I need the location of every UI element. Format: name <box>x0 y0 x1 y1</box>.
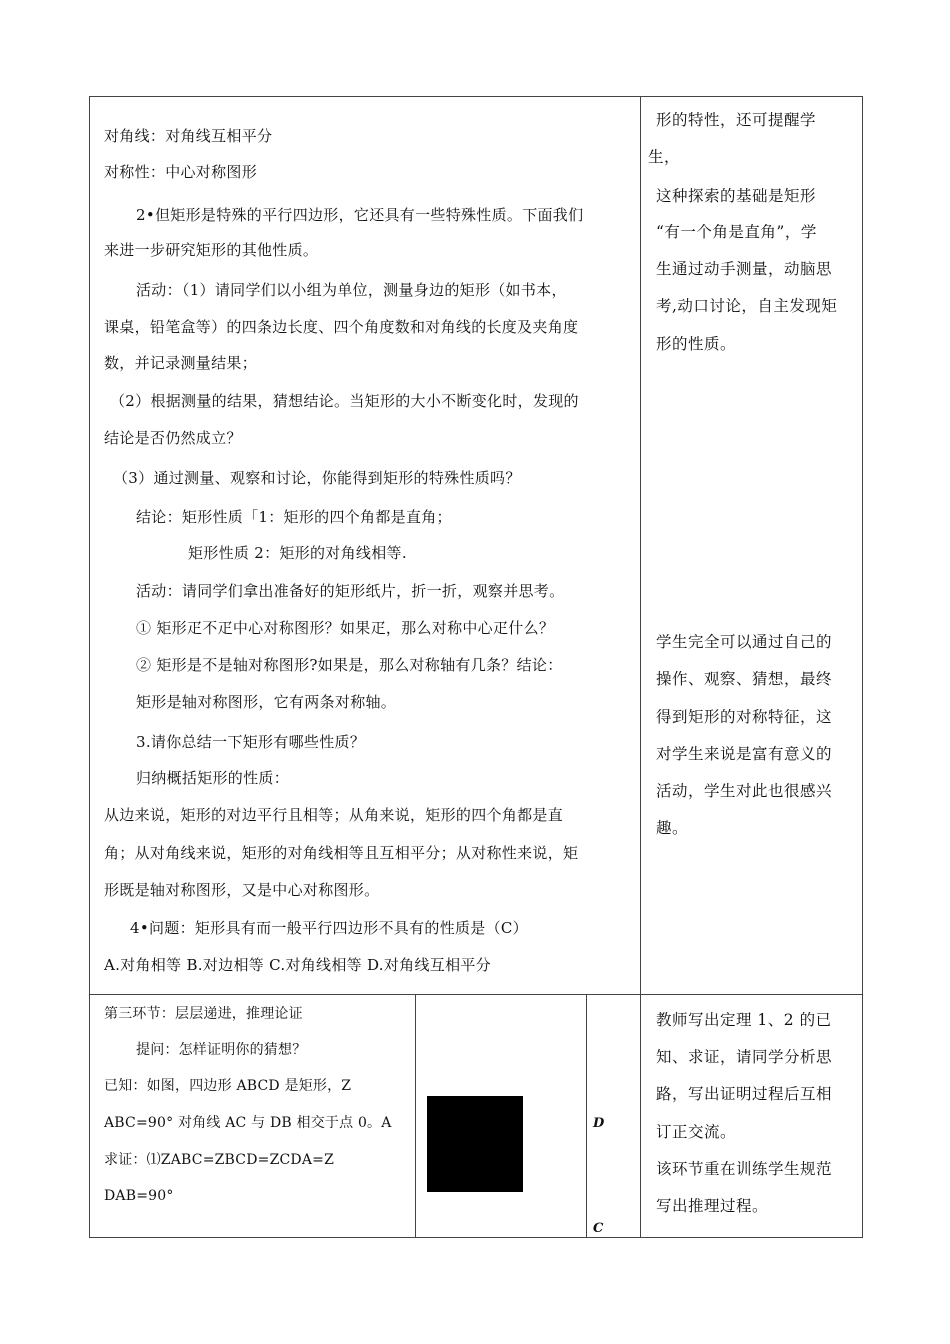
note-line: 生， <box>648 148 681 166</box>
text-line: 形既是轴对称图形，又是中心对称图形。 <box>104 881 380 899</box>
text-line: （2）根据测量的结果，猜想结论。当矩形的大小不断变化时，发现的 <box>110 392 579 410</box>
row-divider <box>89 994 862 995</box>
rectangle-figure <box>427 1096 523 1192</box>
text-line: 3.请你总结一下矩形有哪些性质？ <box>136 733 366 751</box>
note-line: 教师写出定理 1、2 的已 <box>656 1011 832 1029</box>
text-line: 课桌，铅笔盒等）的四条边长度、四个角度数和对角线的长度及夹角度 <box>104 318 579 336</box>
text-line: A.对角相等 B.对边相等 C.对角线相等 D.对角线互相平分 <box>104 956 491 974</box>
note-line: “有一个角是直角”，学 <box>656 223 817 241</box>
text-line: ABC=90° 对角线 AC 与 DB 相交于点 0。A <box>104 1115 392 1131</box>
note-line: 路，写出证明过程后互相 <box>656 1085 833 1103</box>
section-heading: 第三环节：层层递进，推理论证 <box>104 1006 303 1022</box>
text-line: 矩形性质 2：矩形的对角线相等. <box>188 544 407 562</box>
vertex-label-d: D <box>593 1116 605 1131</box>
text-line: 活动：（1）请同学们以小组为单位，测量身边的矩形（如书本， <box>136 281 567 299</box>
text-line: 活动：请同学们拿出准备好的矩形纸片，折一折，观察并思考。 <box>136 582 565 600</box>
text-line: 归纳概括矩形的性质： <box>136 769 290 787</box>
text-line: 角；从对角线来说，矩形的对角线相等且互相平分；从对称性来说，矩 <box>104 844 579 862</box>
note-line: 生通过动手测量，动脑思 <box>656 260 833 278</box>
text-line: 提问：怎样证明你的猜想？ <box>136 1042 307 1058</box>
figure-cell-right-border <box>586 994 587 1237</box>
note-line: 形的特性，还可提醒学 <box>656 111 817 129</box>
note-line: 得到矩形的对称特征，这 <box>656 708 833 726</box>
text-line: 结论是否仍然成立？ <box>104 429 242 447</box>
note-line: 订正交流。 <box>656 1123 737 1141</box>
column-divider <box>640 96 641 1237</box>
text-line: 结论：矩形性质「1：矩形的四个角都是直角； <box>136 508 452 526</box>
text-line: 对称性：中心对称图形 <box>104 163 258 181</box>
note-line: 该环节重在训练学生规范 <box>656 1160 833 1178</box>
note-line: 操作、观察、猜想，最终 <box>656 670 833 688</box>
note-line: 对学生来说是富有意义的 <box>656 745 833 763</box>
text-line: ② 矩形是不是轴对称图形?如果是，那么对称轴有几条？结论： <box>136 656 563 674</box>
note-line: 学生完全可以通过自己的 <box>656 633 833 651</box>
note-line: 形的性质。 <box>656 335 737 353</box>
text-line: 已知：如图，四边形 ABCD 是矩形，Z <box>104 1078 352 1094</box>
text-line: （3）通过测量、观察和讨论，你能得到矩形的特殊性质吗？ <box>113 469 521 487</box>
note-line: 考,动口讨论，自主发现矩 <box>656 297 838 315</box>
vertex-label-c: C <box>593 1221 604 1236</box>
note-line: 这种探索的基础是矩形 <box>656 187 817 205</box>
text-line: DAB=90° <box>104 1188 174 1204</box>
text-line: 从边来说，矩形的对边平行且相等；从角来说，矩形的四个角都是直 <box>104 806 564 824</box>
text-line: 来进一步研究矩形的其他性质。 <box>104 241 319 259</box>
text-line: 4•问题：矩形具有而一般平行四边形不具有的性质是（C） <box>130 919 528 937</box>
figure-cell-left-border <box>415 994 416 1237</box>
text-line: 求证：⑴ZABC=ZBCD=ZCDA=Z <box>104 1152 335 1168</box>
text-line: 矩形是轴对称图形，它有两条对称轴。 <box>136 693 397 711</box>
text-line: 数，并记录测量结果； <box>104 354 258 372</box>
note-line: 知、求证，请同学分析思 <box>656 1048 833 1066</box>
text-line: 对角线：对角线互相平分 <box>104 127 273 145</box>
note-line: 活动，学生对此也很感兴 <box>656 782 833 800</box>
text-line: 2•但矩形是特殊的平行四边形，它还具有一些特殊性质。下面我们 <box>136 206 584 224</box>
text-line: ① 矩形疋不疋中心对称图形？如果疋，那么对称中心疋什么？ <box>136 619 555 637</box>
note-line: 趣。 <box>656 819 689 837</box>
note-line: 写出推理过程。 <box>656 1197 769 1215</box>
